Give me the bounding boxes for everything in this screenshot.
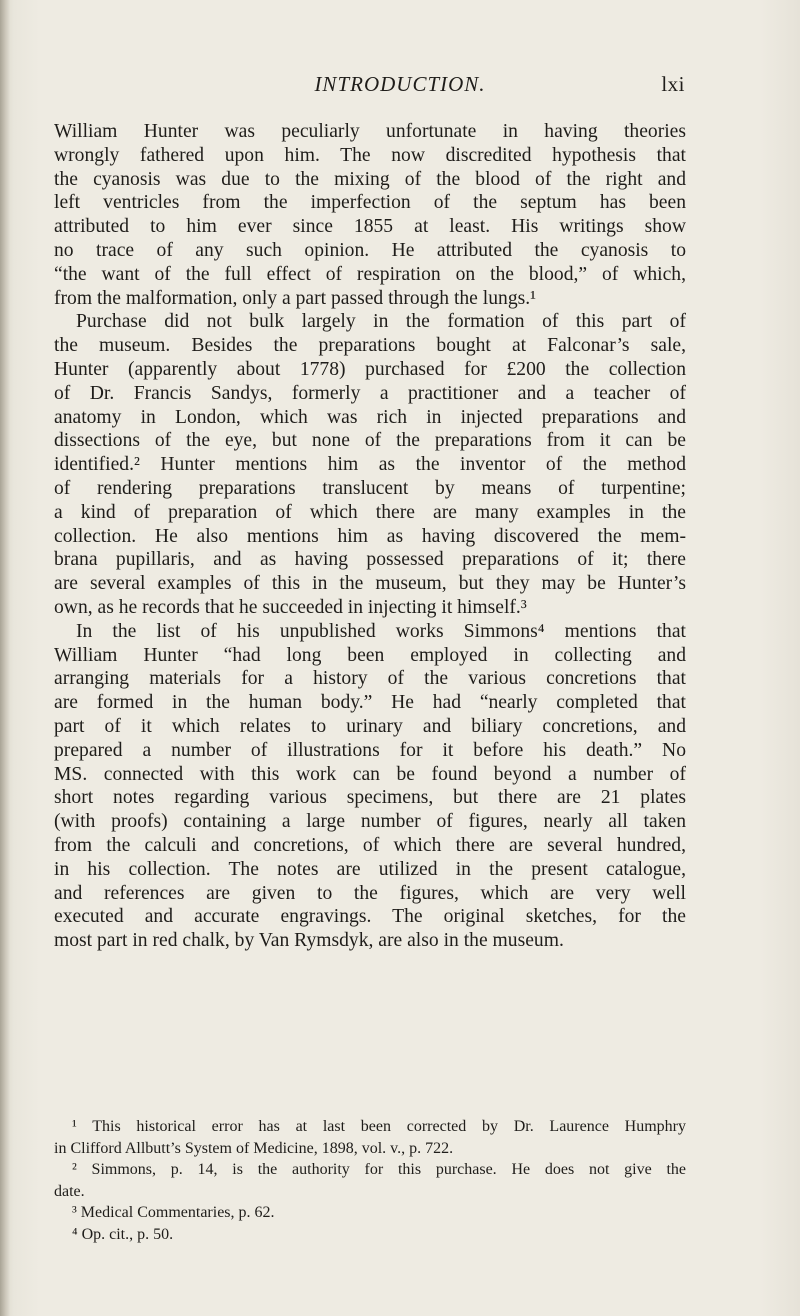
footnotes — [54, 1116, 686, 1246]
body-line: attributed to him ever since 1855 at least. His writings show — [54, 216, 686, 238]
body-line: dissections of the eye, but none of the preparations from it can be — [54, 430, 686, 452]
body-line: prepared a number of illustrations for it before his death.” No — [54, 739, 686, 761]
page-number: lxi — [661, 72, 685, 96]
footnote-line: ⁴ Op. cit., p. 50. — [72, 1225, 174, 1243]
body-line: from the calculi and concretions, of which there are several hundred, — [54, 834, 686, 856]
body-line: “the want of the full effect of respiration on the blood,” of which, — [54, 263, 686, 285]
body-line: the cyanosis was due to the mixing of the blood of the right and — [54, 168, 686, 190]
body-line: of Dr. Francis Sandys, formerly a practitioner and a teacher of — [54, 382, 686, 404]
body-line: MS. connected with this work can be found beyond a number of — [54, 763, 686, 785]
running-title: INTRODUCTION. — [314, 72, 486, 96]
running-head — [115, 62, 685, 102]
body-line: and references are given to the figures, which are very well — [54, 882, 686, 904]
body-line: the museum. Besides the preparations bought at Falconar’s sale, — [54, 335, 686, 357]
body-line: arranging materials for a history of the various concretions that — [54, 668, 686, 690]
body-line: Purchase did not bulk largely in the formation of this part of — [76, 311, 686, 333]
body-line: most part in red chalk, by Van Rymsdyk, are also in the museum. — [54, 930, 564, 952]
body-line: identified.² Hunter mentions him as the inventor of the method — [54, 454, 686, 476]
body-line: in his collection. The notes are utilized in the present catalogue, — [54, 858, 686, 880]
body-line: wrongly fathered upon him. The now discredited hypothesis that — [54, 144, 686, 166]
body-line: part of it which relates to urinary and biliary concretions, and — [54, 715, 686, 737]
body-line: from the malformation, only a part passed through the lungs.¹ — [54, 287, 537, 309]
footnote-line: in Clifford Allbutt’s System of Medicine, 1898, vol. v., p. 722. — [54, 1139, 454, 1157]
body-line: own, as he records that he succeeded in injecting it himself.³ — [54, 596, 527, 618]
body-text — [54, 120, 686, 953]
body-line: short notes regarding various specimens, but there are 21 plates — [54, 787, 686, 809]
footnote-line: ¹ This historical error has at last been corrected by Dr. Laurence Humphry — [72, 1118, 686, 1135]
body-line: brana pupillaris, and as having possessed preparations of it; there — [54, 549, 686, 571]
body-line: of rendering preparations translucent by means of turpentine; — [54, 477, 686, 499]
body-line: left ventricles from the imperfection of the septum has been — [54, 192, 686, 214]
body-line: anatomy in London, which was rich in injected preparations and — [54, 406, 686, 428]
footnote-line: date. — [54, 1182, 85, 1200]
body-line: (with proofs) containing a large number of figures, nearly all taken — [54, 811, 686, 833]
body-line: a kind of preparation of which there are many examples in the — [54, 501, 686, 523]
body-line: Hunter (apparently about 1778) purchased for £200 the collection — [54, 358, 686, 380]
body-line: no trace of any such opinion. He attributed the cyanosis to — [54, 239, 686, 261]
body-line: are several examples of this in the museum, but they may be Hunter’s — [54, 573, 686, 595]
body-line: are formed in the human body.” He had “nearly completed that — [54, 692, 686, 714]
body-line: William Hunter “had long been employed in collecting and — [54, 644, 686, 666]
binding-edge — [0, 0, 10, 1316]
body-line: executed and accurate engravings. The original sketches, for the — [54, 906, 686, 928]
footnote-line: ² Simmons, p. 14, is the authority for this purchase. He does not give the — [72, 1161, 686, 1179]
footnote-line: ³ Medical Commentaries, p. 62. — [72, 1204, 275, 1222]
body-line: In the list of his unpublished works Simmons⁴ mentions that — [76, 620, 686, 642]
body-line: William Hunter was peculiarly unfortunate in having theories — [54, 121, 686, 142]
body-line: collection. He also mentions him as having discovered the mem- — [54, 525, 686, 547]
